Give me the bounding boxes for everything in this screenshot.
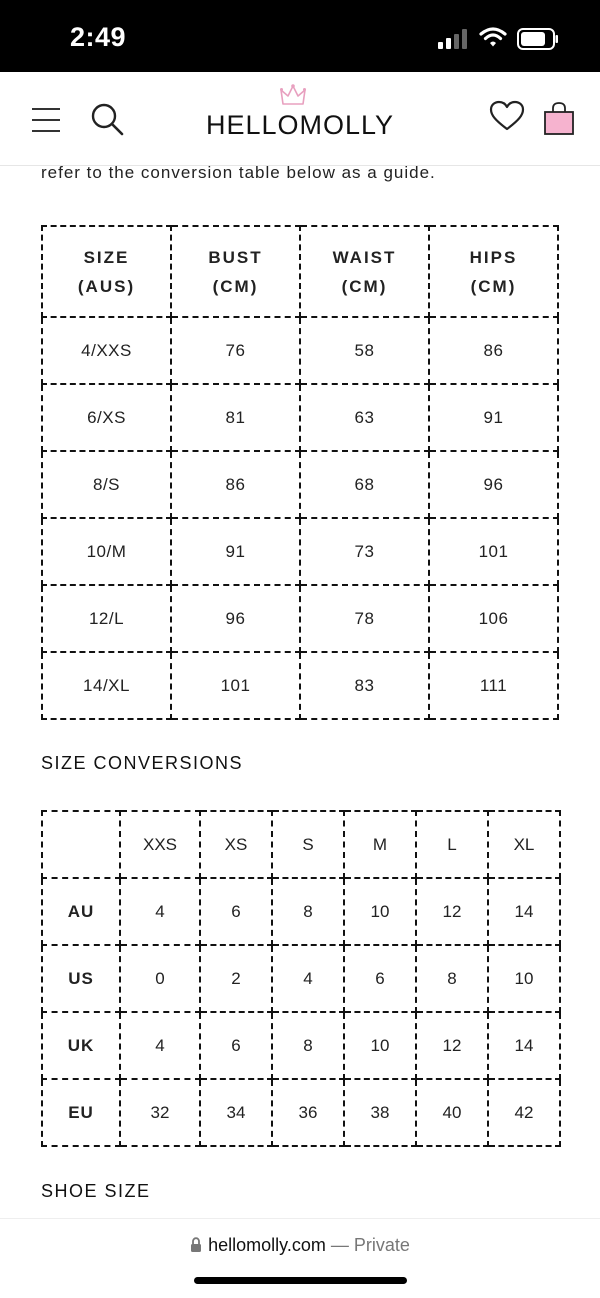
hips-cell: 106 [429, 585, 558, 652]
home-indicator[interactable] [194, 1277, 407, 1284]
size-conversions-title: SIZE CONVERSIONS [41, 753, 244, 773]
header-cell: L [416, 811, 488, 878]
table-row [42, 652, 558, 719]
table-cell: 2 [200, 945, 272, 1012]
table-cell: 4 [120, 1012, 200, 1079]
table-cell: 38 [344, 1079, 416, 1146]
table-cell: 32 [120, 1079, 200, 1146]
browser-address-bar[interactable] [0, 1218, 600, 1298]
header-cell: XS [200, 811, 272, 878]
header-line: (CM) [470, 276, 517, 296]
header-line: SIZE [83, 247, 130, 267]
table-cell: 6 [200, 1012, 272, 1079]
bust-cell: 101 [171, 652, 300, 719]
region-label: UK [42, 1012, 120, 1079]
hips-cell: 96 [429, 451, 558, 518]
header-line: WAIST [332, 247, 397, 267]
url-display[interactable] [0, 1235, 600, 1256]
header-line: (AUS) [77, 276, 136, 296]
site-header [0, 72, 600, 166]
header-cell [42, 226, 171, 317]
header-cell: M [344, 811, 416, 878]
bust-cell: 96 [171, 585, 300, 652]
table-cell: 8 [272, 878, 344, 945]
header-cell [42, 811, 120, 878]
header-cell: XL [488, 811, 560, 878]
table-row [42, 878, 560, 945]
header-cell: XXS [120, 811, 200, 878]
table-cell: 4 [120, 878, 200, 945]
hips-cell: 101 [429, 518, 558, 585]
table-cell: 12 [416, 878, 488, 945]
table-header-row [42, 811, 560, 878]
status-time: 2:49 [70, 22, 127, 52]
size-cell: 12/L [42, 585, 171, 652]
waist-cell: 83 [300, 652, 429, 719]
intro-text: refer to the conversion table below as a guide. [41, 163, 436, 182]
table-cell: 6 [344, 945, 416, 1012]
bust-cell: 91 [171, 518, 300, 585]
waist-cell: 58 [300, 317, 429, 384]
waist-cell: 78 [300, 585, 429, 652]
bust-cell: 86 [171, 451, 300, 518]
table-cell: 42 [488, 1079, 560, 1146]
private-label: — Private [330, 1235, 410, 1255]
search-icon[interactable] [90, 102, 124, 136]
size-cell: 14/XL [42, 652, 171, 719]
region-label: EU [42, 1079, 120, 1146]
table-row [42, 1079, 560, 1146]
bust-cell: 76 [171, 317, 300, 384]
hips-cell: 86 [429, 317, 558, 384]
wishlist-heart-icon[interactable] [489, 100, 525, 132]
table-cell: 40 [416, 1079, 488, 1146]
waist-cell: 63 [300, 384, 429, 451]
crown-icon [280, 84, 306, 108]
size-cell: 10/M [42, 518, 171, 585]
header-cell [429, 226, 558, 317]
header-line: (CM) [341, 276, 388, 296]
table-header-row [42, 226, 558, 317]
table-row [42, 585, 558, 652]
bust-cell: 81 [171, 384, 300, 451]
table-cell: 0 [120, 945, 200, 1012]
size-conversions-table [41, 810, 561, 1147]
region-label: AU [42, 878, 120, 945]
region-label: US [42, 945, 120, 1012]
status-bar [0, 0, 600, 72]
header-line: (CM) [212, 276, 259, 296]
site-logo[interactable] [205, 84, 395, 144]
table-cell: 12 [416, 1012, 488, 1079]
table-row [42, 451, 558, 518]
waist-cell: 73 [300, 518, 429, 585]
shoe-size-title: SHOE SIZE [41, 1181, 151, 1201]
table-row [42, 384, 558, 451]
waist-cell: 68 [300, 451, 429, 518]
table-row [42, 1012, 560, 1079]
url-domain: hellomolly.com [208, 1235, 326, 1255]
shopping-bag-icon[interactable] [543, 102, 575, 136]
size-cell: 4/XXS [42, 317, 171, 384]
header-line: HIPS [469, 247, 518, 267]
table-cell: 10 [344, 1012, 416, 1079]
hamburger-menu-icon[interactable] [32, 108, 60, 132]
table-cell: 10 [344, 878, 416, 945]
table-cell: 14 [488, 878, 560, 945]
size-cell: 6/XS [42, 384, 171, 451]
table-cell: 14 [488, 1012, 560, 1079]
battery-icon [517, 28, 559, 50]
table-cell: 8 [416, 945, 488, 1012]
table-cell: 4 [272, 945, 344, 1012]
table-cell: 10 [488, 945, 560, 1012]
hips-cell: 111 [429, 652, 558, 719]
cellular-signal-icon [438, 29, 468, 49]
table-cell: 34 [200, 1079, 272, 1146]
wifi-icon [479, 26, 507, 48]
size-cell: 8/S [42, 451, 171, 518]
table-cell: 36 [272, 1079, 344, 1146]
table-row [42, 945, 560, 1012]
header-line: BUST [208, 247, 263, 267]
hips-cell: 91 [429, 384, 558, 451]
table-row [42, 317, 558, 384]
lock-icon [190, 1237, 202, 1253]
table-cell: 8 [272, 1012, 344, 1079]
logo-text: HELLOMOLLY [205, 110, 395, 140]
size-chart-table [41, 225, 559, 720]
header-cell: S [272, 811, 344, 878]
table-cell: 6 [200, 878, 272, 945]
table-row [42, 518, 558, 585]
header-cell [171, 226, 300, 317]
header-cell [300, 226, 429, 317]
